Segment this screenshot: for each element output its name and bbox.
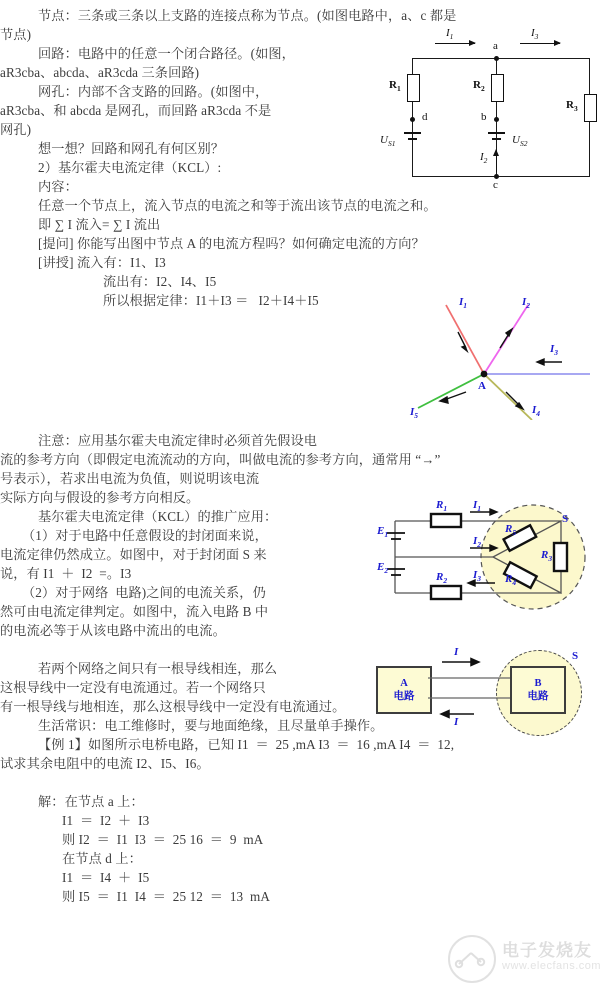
label-network-surface-s: S [572,650,579,662]
text-line: 网孔：内部不含支路的回路。(如图中， [38,84,269,99]
network-box-a-title: A [400,678,408,689]
text-line: 这根导线中一定没有电流通过。若一个网络只 [0,680,266,695]
label-surface-e1: $E_1$ [377,525,389,540]
label-node-a: a [493,40,498,52]
network-box-a-subtitle: 电路 [393,691,415,702]
label-node-center-a: A [478,380,486,392]
text-line: 节点) [0,27,32,42]
node-dot-d [410,117,415,122]
label-surface-e2: $E_2$ [377,561,389,576]
network-box-b-subtitle: 电路 [527,691,549,702]
network-wires-svg [370,648,600,734]
network-box-b-title: B [534,678,542,689]
label-surface-r2: $R_2$ [436,571,448,586]
arrow-i3 [520,43,560,44]
label-surface-s: S [562,513,569,525]
wire-top [412,58,590,59]
label-surface-i2: $I_2$ [473,535,482,550]
text-line: 生活常识：电工维修时，要与地面绝缘，且尽量单手操作。 [38,718,384,733]
text-line: 网孔) [0,122,32,137]
elecfans-watermark [447,934,602,986]
text-line: 若两个网络之间只有一根导线相连，那么 [38,661,278,676]
text-line: 内容： [38,179,78,194]
label-i2: $I_2$ [480,151,488,166]
label-node-b: b [481,111,487,123]
label-node-i5: $I_5$ [410,406,419,421]
label-node-c: c [493,179,498,191]
text-line: 则 I2 ＝ I1 I3 ＝ 25 16 ＝ 9 mA [62,832,264,847]
label-r2: $R_2$ [473,79,485,94]
text-line: [讲授] 流入有：I1、I3 [38,255,166,270]
resistor-r3 [584,94,597,122]
label-surface-r3: $R_3$ [541,549,553,564]
text-line: I1 ＝ I2 ＋ I3 [62,813,150,828]
text-line: 想一想？回路和网孔有何区别？ [38,141,225,156]
text-line: aR3cba、abcda、aR3cda 三条回路) [0,65,200,80]
label-r1: $R_1$ [389,79,401,94]
label-r3: $R_3$ [566,99,578,114]
node-dot-c [494,174,499,179]
text-line: （1）对于电路中任意假设的封闭面来说， [22,528,268,543]
text-line: 在节点 d 上： [62,851,142,866]
text-line: 试求其余电阻中的电流 I2、I5、I6。 [0,756,210,771]
watermark-logo-icon [447,934,497,984]
two-network-diagram [370,648,600,734]
label-us2: $U_{S2}$ [512,134,528,149]
arrow-i2 [496,150,497,172]
label-surface-r1: $R_1$ [436,499,448,514]
text-line: 流出有：I2、I4、I5 [103,274,217,289]
arrow-i1 [435,43,475,44]
text-line: 的电流必等于从该电路中流出的电流。 [0,623,226,638]
label-i3: $I_3$ [531,27,539,42]
bridge-circuit-diagram [380,22,600,200]
closed-surface-diagram [365,499,601,611]
text-line: 说，有 I1 ＋ I2 =。I3 [0,566,132,581]
resistor-r2 [491,74,504,102]
text-line: I1 ＝ I4 ＋ I5 [62,870,150,885]
node-dot-b [494,117,499,122]
label-surface-r5: $R_5$ [505,523,517,538]
text-line: 2）基尔霍夫电流定律（KCL）: [38,160,222,175]
wire-bottom [412,176,590,177]
watermark-url: www.elecfans.com [502,960,602,972]
node-dot-a [494,56,499,61]
label-surface-i1: $I_1$ [473,499,482,514]
label-node-d: d [422,111,428,123]
label-node-i1: $I_1$ [459,296,468,311]
text-line: aR3cba、和 abcda 是网孔，而回路 aR3cda 不是 [0,103,272,118]
label-node-i2: $I_2$ [522,296,531,311]
label-us1: $U_{S1}$ [380,134,396,149]
text-line: 号表示），若求出电流为负值，则说明该电流 [0,471,260,486]
label-network-current-top: I [454,646,459,658]
text-line: 实际方向与假设的参考方向相反。 [0,490,200,505]
text-line: 回路：电路中的任意一个闭合路径。(如图， [38,46,295,61]
text-line: 即 ∑ I 流入= ∑ I 流出 [38,217,161,232]
text-line: 解：在节点 a 上： [38,794,144,809]
label-node-i3: $I_3$ [550,343,559,358]
text-line: 流的参考方向（即假定电流流动的方向，叫做电流的参考方向，通常用 “→” [0,452,441,467]
resistor-r1 [407,74,420,102]
text-line: [提问] 你能写出图中节点 A 的电流方程吗？如何确定电流的方向？ [38,236,425,251]
text-line: （2）对于网络 电路)之间的电流关系，仍 [22,585,266,600]
label-network-current-bottom: I [454,716,459,728]
label-surface-r4: $R_4$ [505,573,517,588]
text-line: 电流定律仍然成立。如图中，对于封闭面 S 来 [0,547,267,562]
text-line: 然可由电流定律判定。如图中，流入电路 B 中 [0,604,269,619]
watermark-text: 电子发烧友 [502,941,592,960]
label-i1: $I_1$ [446,27,454,42]
text-line: 注意：应用基尔霍夫电流定律时必须首先假设电 [38,433,318,448]
kcl-node-svg [404,296,600,420]
label-node-i4: $I_4$ [532,404,541,419]
label-surface-i3: $I_3$ [473,569,482,584]
text-line: 任意一个节点上，流入节点的电流之和等于流出该节点的电流之和。 [38,198,437,213]
text-line: 基尔霍夫电流定律（KCL）的推广应用： [38,509,278,524]
kcl-node-diagram [404,296,600,420]
text-line: 有一根导线与地相连，那么这根导线中一定没有电流通过。 [0,699,346,714]
text-line: 所以根据定律：I1＋I3 ＝ I2＋I4＋I5 [103,293,319,308]
text-line: 则 I5 ＝ I1 I4 ＝ 25 12 ＝ 13 mA [62,889,270,904]
text-line: 【例 1】如图所示电桥电路，已知 I1 ＝ 25 ,mA I3 ＝ 16 ,mA I4 ＝ 12, [38,737,455,752]
text-line: 节点：三条或三条以上支路的连接点称为节点。(如图电路中，a、c 都是 [38,8,457,23]
